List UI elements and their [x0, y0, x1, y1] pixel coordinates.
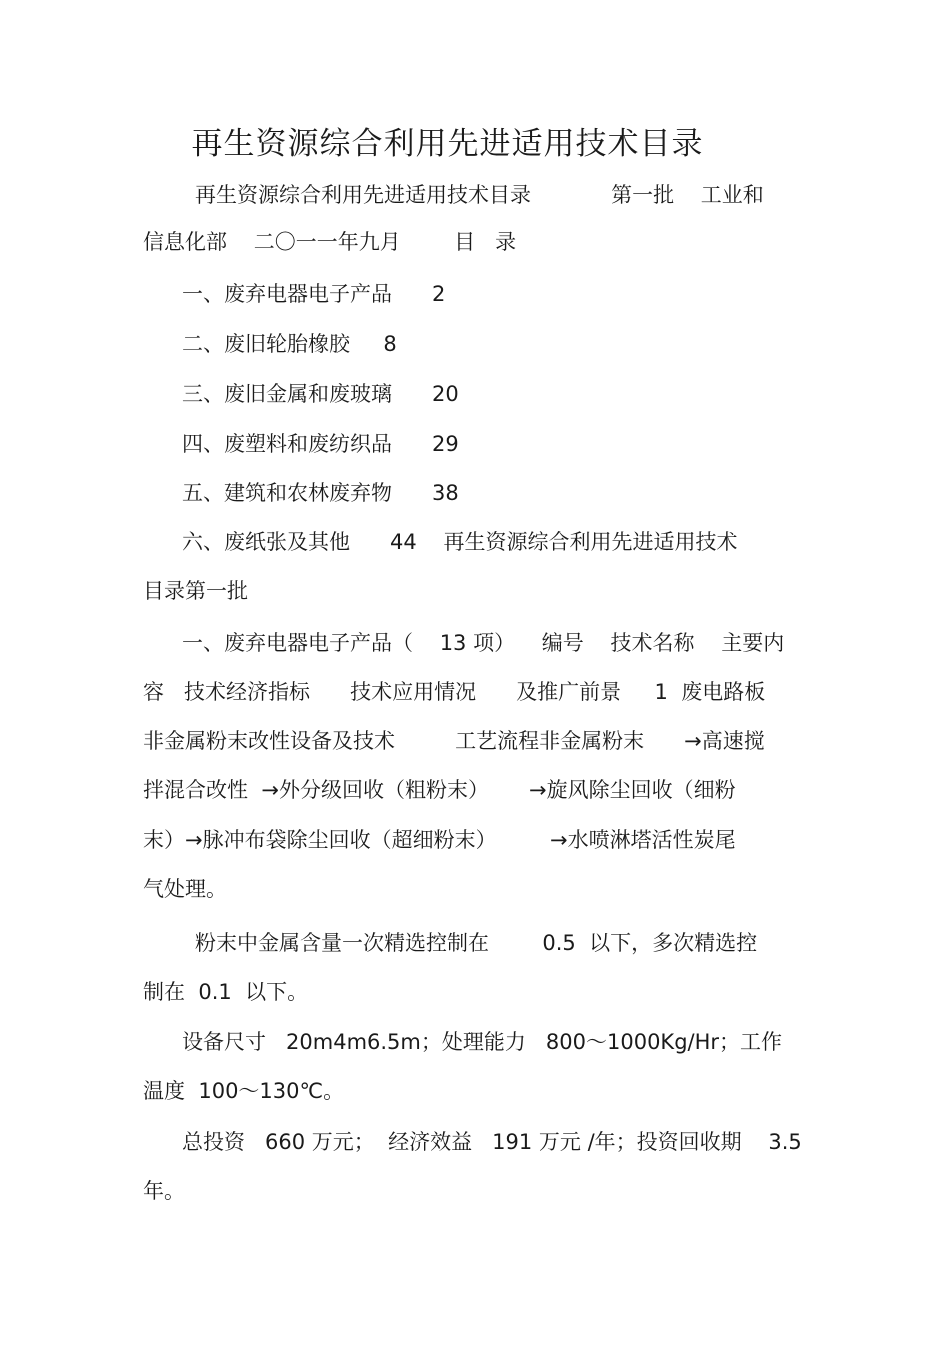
- text-line: 总投资 660 万元； 经济效益 191 万元 /年；投资回收期 3.5: [182, 1130, 802, 1154]
- toc-item: 二、废旧轮胎橡胶 8: [182, 332, 397, 356]
- toc-item: 四、废塑料和废纺织品 29: [182, 432, 459, 456]
- text-line: 目录第一批: [143, 579, 248, 603]
- toc-item: 六、废纸张及其他 44 再生资源综合利用先进适用技术: [182, 530, 738, 554]
- text-line: 再生资源综合利用先进适用技术目录 第一批 工业和: [195, 183, 764, 207]
- text-line: 年。: [143, 1179, 185, 1203]
- text-line: 非金属粉末改性设备及技术 工艺流程非金属粉末 →高速搅: [143, 729, 765, 753]
- text-line: 信息化部 二〇一一年九月 目 录: [143, 230, 517, 254]
- text-line: 容 技术经济指标 技术应用情况 及推广前景 1 废电路板: [143, 680, 766, 704]
- text-line: 设备尺寸 20m4m6.5m；处理能力 800～1000Kg/Hr；工作: [182, 1030, 783, 1054]
- text-line: 制在 0.1 以下。: [143, 980, 309, 1004]
- text-line: 拌混合改性 →外分级回收（粗粉末） →旋风除尘回收（细粉: [143, 778, 736, 802]
- text-line: 末）→脉冲布袋除尘回收（超细粉末） →水喷淋塔活性炭尾: [143, 828, 736, 852]
- text-line: 气处理。: [143, 877, 227, 901]
- toc-item: 五、建筑和农林废弃物 38: [182, 481, 459, 505]
- document-title: 再生资源综合利用先进适用技术目录: [191, 126, 704, 162]
- toc-item: 一、废弃电器电子产品 2: [182, 282, 446, 306]
- text-line: 粉末中金属含量一次精选控制在 0.5 以下，多次精选控: [195, 931, 758, 955]
- text-line: 温度 100～130℃。: [143, 1079, 345, 1103]
- toc-item: 三、废旧金属和废玻璃 20: [182, 382, 459, 406]
- text-line: 一、废弃电器电子产品（ 13 项） 编号 技术名称 主要内: [182, 631, 785, 655]
